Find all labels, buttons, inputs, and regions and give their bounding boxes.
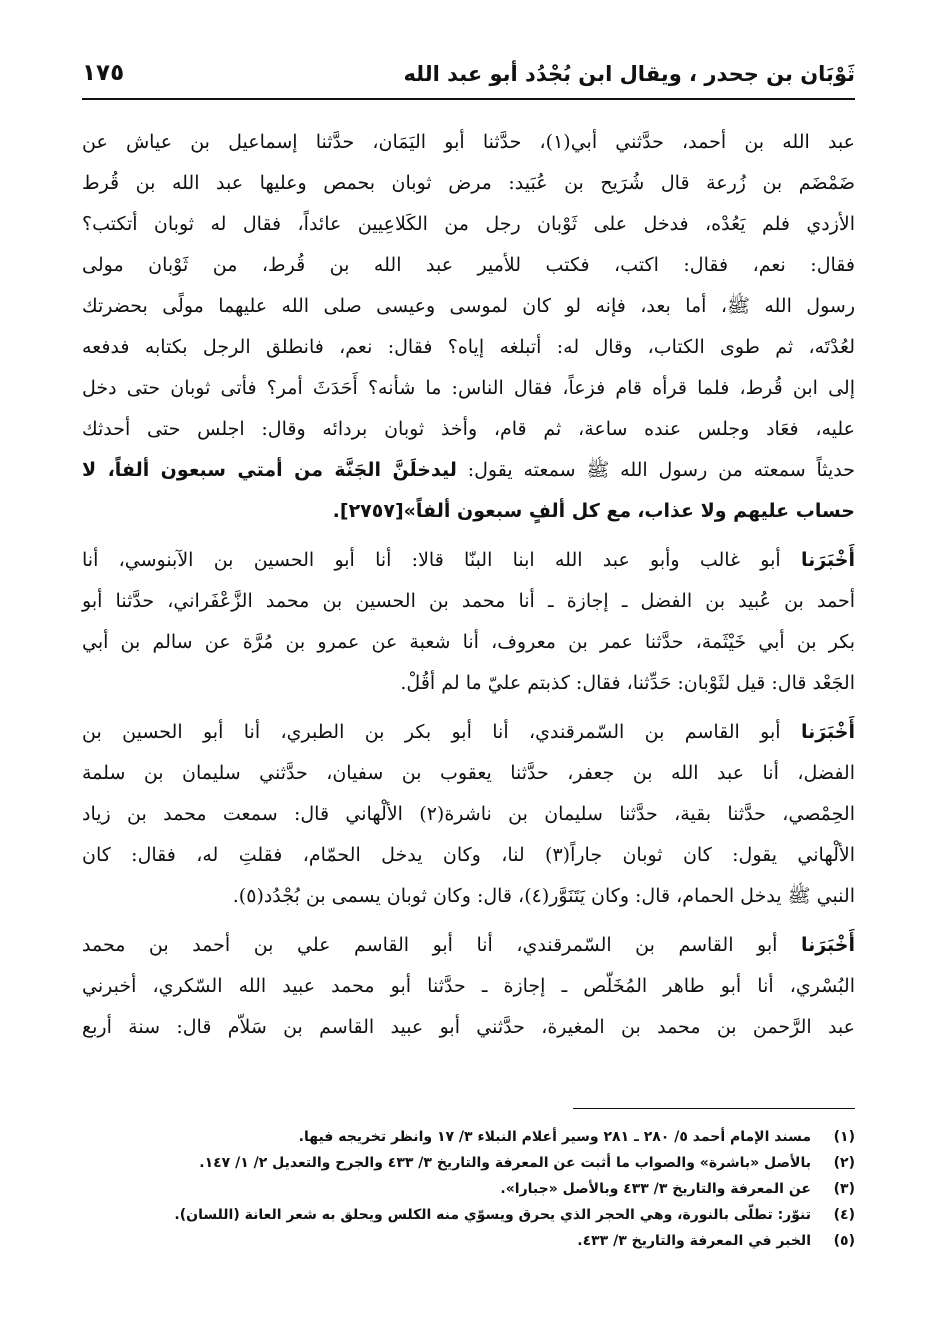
- footnote-text: بالأصل «باشرة» والصواب ما أثبت عن المعرفة والتاريخ ٣/ ٤٣٣ والجرح والتعديل ٢/ ١/ ١٤٧.: [199, 1155, 811, 1171]
- text-line: النبي ﷺ يدخل الحمام، قال: وكان يَتَنَوَّر(٤)، قال: وكان ثوبان يسمى بن بُجْدُد(٥).: [232, 885, 855, 907]
- text-segment: أبو القاسم بن السّمرقندي، أنا أبو القاسم علي بن أحمد بن محمد: [82, 934, 801, 956]
- text-line: عليه، فعَاد وجلس عنده ساعة، ثم قام، وأخذ ثوبان بردائه وقال: اجلس حتى أحدثك: [82, 418, 855, 440]
- footnote-text: مسند الإمام أحمد ٥/ ٢٨٠ ـ ٢٨١ وسير أعلام النبلاء ٣/ ١٧ وانظر تخريجه فيها.: [298, 1129, 811, 1145]
- footnote-text: الخبر في المعرفة والتاريخ ٣/ ٤٣٣.: [577, 1233, 811, 1249]
- text-segment: أبو القاسم بن السّمرقندي، أنا أبو بكر بن الطبري، أنا أبو الحسين بن: [82, 721, 801, 743]
- text-line: فقال: نعم، فقال: اكتب، فكتب للأمير عبد الله بن قُرط، من ثَوْبان مولى: [82, 254, 855, 276]
- footnote-number: (٢): [833, 1155, 855, 1171]
- text-line: [82, 491, 855, 532]
- footnote-separator: [573, 1108, 855, 1109]
- footnotes: [82, 1124, 855, 1254]
- footnote-text: تنوّر: تطلّى بالنورة، وهي الحجر الذي يحرق ويسوّي منه الكلس ويحلق به شعر العانة (اللسان).: [174, 1207, 811, 1223]
- text-line: بكر بن أبي خَيْثَمة، حدَّثنا عمر بن معروف، أنا شعبة عن عمرو بن مُرَّة عن سالم بن أبي: [82, 631, 855, 653]
- paragraph-1: [82, 122, 855, 532]
- footnote-text: عن المعرفة والتاريخ ٣/ ٤٣٣ وبالأصل «جبارا».: [500, 1181, 811, 1197]
- hadith-quote-end: حساب عليهم ولا عذاب،: [637, 500, 855, 522]
- text-line: الأزدي فلم يَعُدْه، فدخل على ثَوْبان رجل من الكَلاعِيين عائداً، فقال له ثوبان أتكتب؟: [82, 213, 855, 235]
- footnote-number: (٥): [833, 1233, 855, 1249]
- footnote-number: (١): [833, 1129, 855, 1145]
- page-number: ١٧٥: [82, 60, 125, 86]
- isnad-keyword: أَخْبَرَنا: [800, 549, 855, 571]
- text-line: إلى ابن قُرط، فلما قرأه قام فزعاً، فقال الناس: ما شأنه؟ أَحَدَثَ أمر؟ فأتى ثوبان حتى دخل: [82, 377, 855, 399]
- footnote: [82, 1228, 855, 1254]
- footnote: [82, 1202, 855, 1228]
- text-line: ضَمْضَم بن زُرعة قال شُرَيح بن عُبَيد: مرض ثوبان بحمص وعليها عبد الله بن قُرط: [82, 172, 855, 194]
- text-line: أحمد بن عُبيد بن الفضل ـ إجازة ـ أنا محمد بن الحسين بن محمد الزَّعْفَراني، حدَّثنا أبو: [82, 590, 855, 612]
- text-line: الفضل، أنا عبد الله بن جعفر، حدَّثنا يعقوب بن سفيان، حدَّثني سليمان بن سلمة: [82, 762, 855, 784]
- text-line: البُسْري، أنا أبو طاهر المُخَلّص ـ إجازة ـ حدَّثنا أبو محمد عبيد الله السّكري، أخبرني: [82, 975, 855, 997]
- text-line: [82, 540, 855, 581]
- paragraph-3: [82, 712, 855, 917]
- text-line: لعُدْتَه، ثم طوى الكتاب، وقال له: أتبلغه إياه؟ فقال: نعم، فانطلق الرجل بكتابه فدفعه: [82, 336, 855, 358]
- text-line: الحِمْصي، حدَّثنا بقية، حدَّثنا سليمان بن ناشرة(٢) الألْهاني قال: سمعت محمد بن زياد: [82, 803, 855, 825]
- hadith-quote-start: ليدخلَنَّ الجَنَّة من أمتي سبعون ألفاً، لا: [82, 459, 457, 481]
- text-line: الجَعْد قال: قيل لثَوْبان: حَدِّثنا، فقال: كذبتم عليّ ما لم أقُلْ.: [400, 672, 855, 694]
- isnad-keyword: أَخْبَرَنا: [800, 721, 855, 743]
- footnote: [82, 1124, 855, 1150]
- footnote-number: (٣): [833, 1181, 855, 1197]
- isnad-keyword: أَخْبَرَنا: [800, 934, 855, 956]
- text-line: [82, 712, 855, 753]
- footnote-number: (٤): [833, 1207, 855, 1223]
- text-line: عبد الرَّحمن بن محمد بن المغيرة، حدَّثني أبو عبيد القاسم بن سَلاّم قال: سنة أربع: [82, 1016, 856, 1038]
- text-line: رسول الله ﷺ، أما بعد، فإنه لو كان لموسى وعيسى صلى الله عليهما مولًى بحضرتك: [82, 295, 855, 317]
- paragraph-4: [82, 925, 855, 1048]
- text-segment: مع كل ألفٍ سبعون ألفاً»[٢٧٥٧].: [332, 500, 632, 522]
- text-line: عبد الله بن أحمد، حدَّثني أبي(١)، حدَّثنا أبو اليَمَان، حدَّثنا إسماعيل بن عياش عن: [82, 131, 856, 153]
- text-line: الألْهاني يقول: كان ثوبان جاراً(٣) لنا، وكان يدخل الحمّام، فقلتِ له، فقال: كان: [82, 844, 855, 866]
- text-segment: أبو غالب وأبو عبد الله ابنا البنّا قالا: أنا أبو الحسين بن الآبنوسي، أنا: [82, 549, 801, 571]
- footnote: [82, 1150, 855, 1176]
- main-text: [82, 122, 855, 1056]
- paragraph-2: [82, 540, 855, 704]
- footnote: [82, 1176, 855, 1202]
- header-title: ثَوْبَان بن جحدر ، ويقال ابن بُجْدُد أبو عبد الله: [403, 62, 855, 86]
- text-line: [82, 450, 855, 491]
- running-header: [82, 58, 855, 100]
- text-line: [82, 925, 855, 966]
- text-segment: حديثاً سمعته من رسول الله ﷺ سمعته يقول:: [467, 459, 855, 481]
